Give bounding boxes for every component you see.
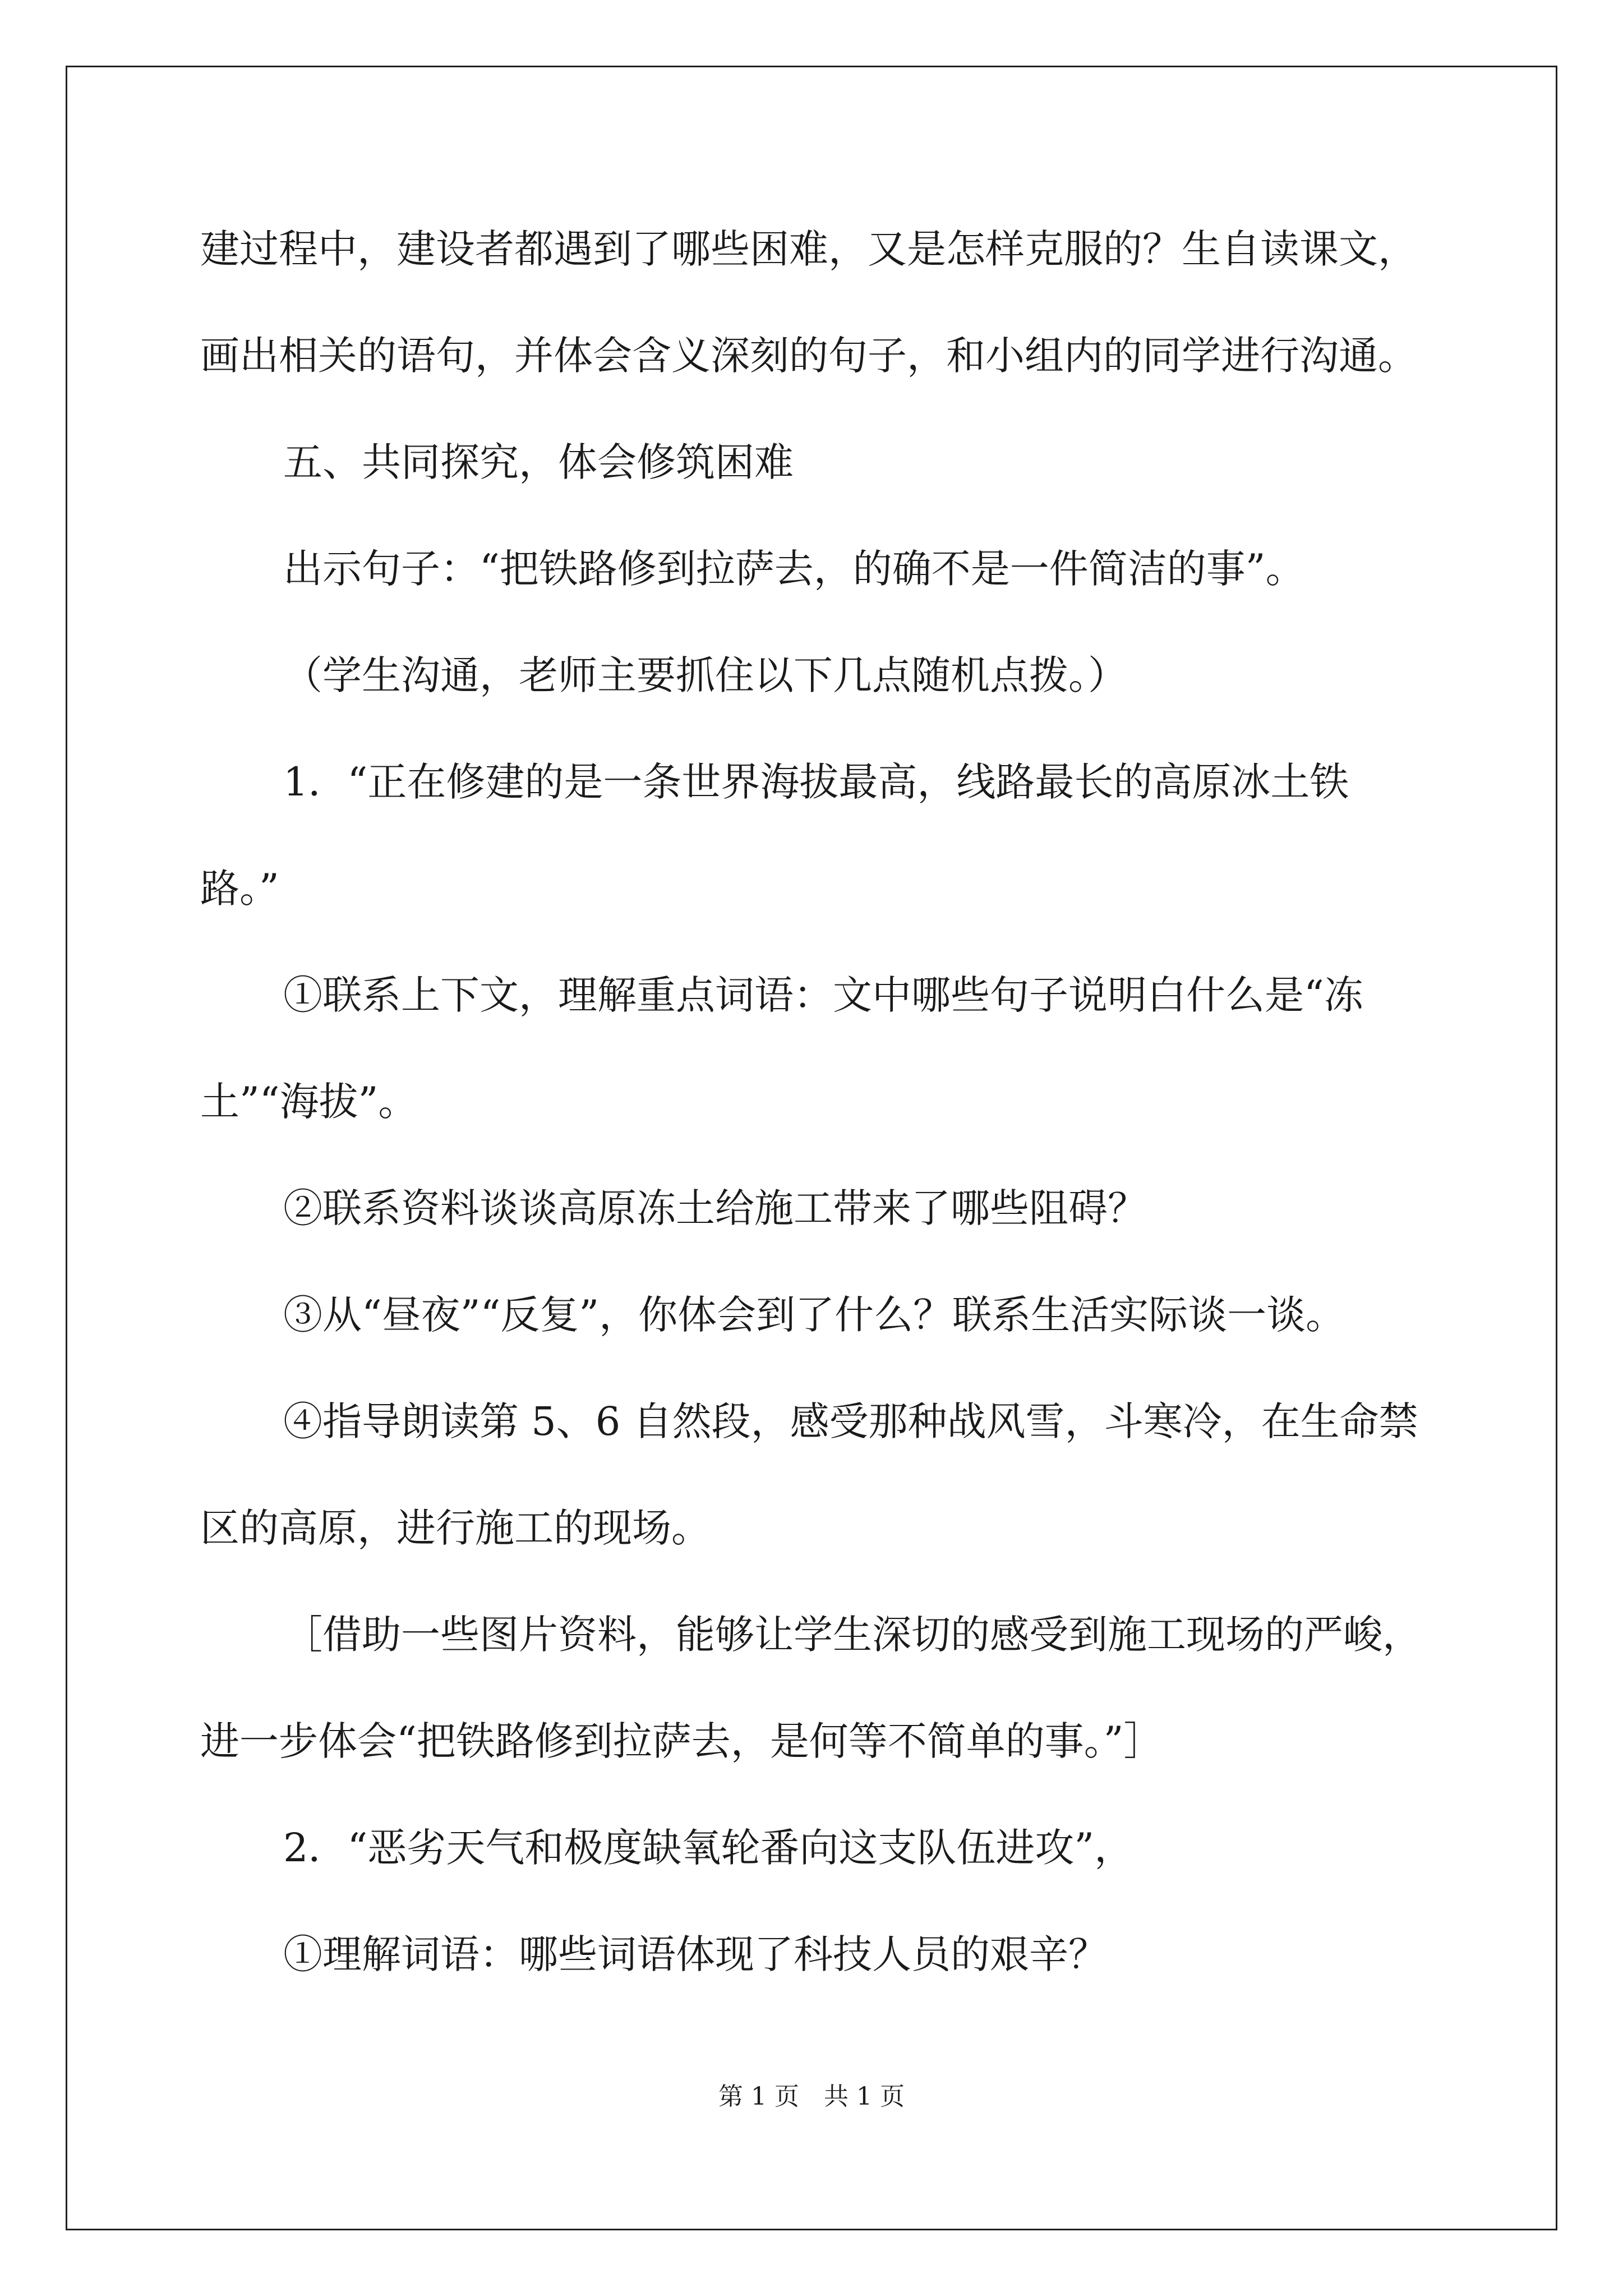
text-line: ①联系上下文，理解重点词语：文中哪些句子说明白什么是“冻 [283,972,1363,1018]
page-number: 第 1 页 共 1 页 [718,2082,905,2111]
text-line: 建过程中，建设者都遇到了哪些困难，又是怎样克服的？生自读课文， [200,226,1417,272]
text-line: （学生沟通，老师主要抓住以下几点随机点拨。） [283,652,1127,698]
text-line: ②联系资料谈谈高原冻土给施工带来了哪些阻碍？ [283,1185,1147,1231]
text-line: 土”“海拔”。 [200,1079,418,1125]
text-line: ［借助一些图片资料，能够让学生深切的感受到施工现场的严峻， [283,1612,1422,1658]
text-line: ③从“昼夜”“反复”，你体会到了什么？联系生活实际谈一谈。 [283,1292,1345,1338]
text-line: 2．“恶劣天气和极度缺氧轮番向这支队伍进攻”， [283,1825,1134,1871]
page-border [66,66,1557,2230]
text-line: ①理解词语：哪些词语体现了科技人员的艰辛？ [283,1931,1108,1977]
text-line: 1．“正在修建的是一条世界海拔最高，线路最长的高原冰土铁 [283,759,1349,805]
text-line: 进一步体会“把铁路修到拉萨去，是何等不简单的事。”］ [200,1718,1163,1764]
section-heading: 五、共同探究，体会修筑困难 [283,439,794,485]
text-line: 出示句子：“把铁路修到拉萨去，的确不是一件简洁的事”。 [283,546,1305,592]
text-line: 区的高原，进行施工的现场。 [200,1505,711,1551]
text-line: 画出相关的语句，并体会含义深刻的句子，和小组内的同学进行沟通。 [200,333,1417,379]
page-footer [0,2080,1623,2114]
text-line: ④指导朗读第 5、6 自然段，感受那种战风雪，斗寒冷，在生命禁 [283,1398,1418,1444]
text-line: 路。” [200,866,279,912]
